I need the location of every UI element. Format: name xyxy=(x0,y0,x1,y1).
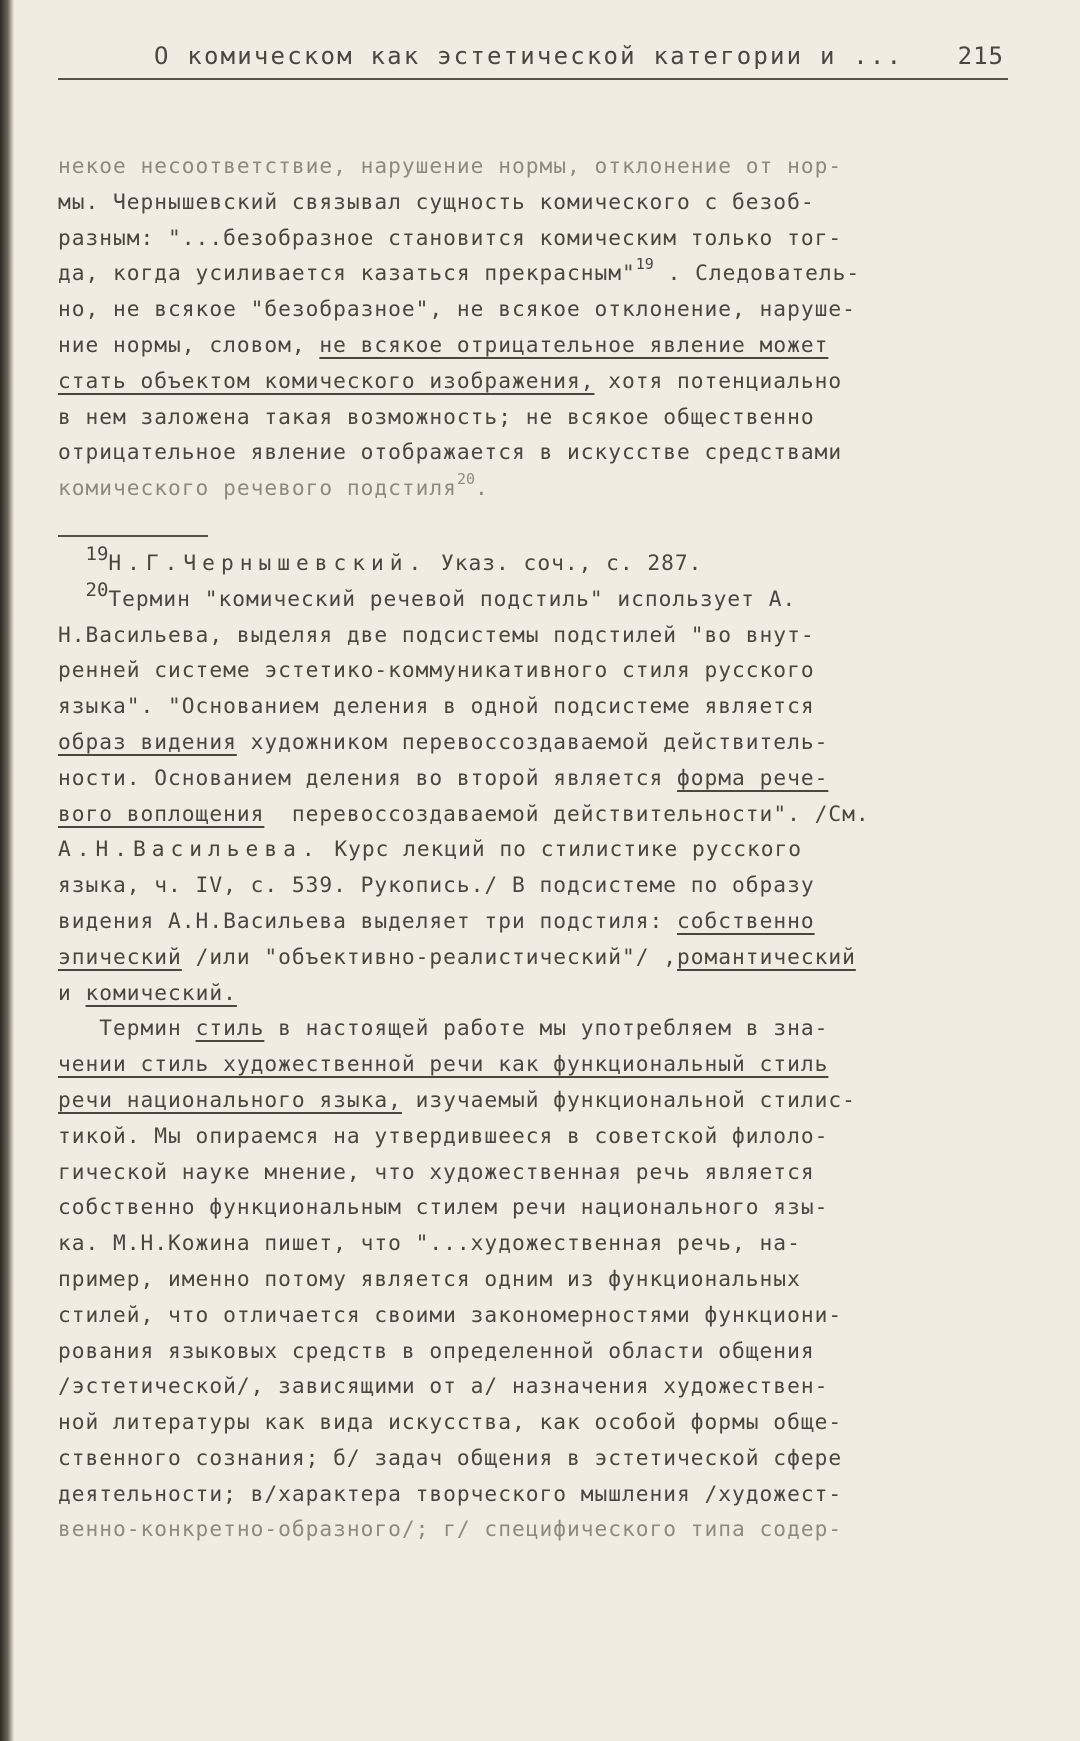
text-span: хотя потенциально xyxy=(594,367,843,393)
text-line xyxy=(58,363,1008,399)
text-line: ственного сознания; б/ задач общения в эстетической сфере xyxy=(58,1444,843,1470)
underlined-phrase: форма рече- xyxy=(677,764,829,790)
underlined-phrase: собственно xyxy=(677,907,815,933)
text-line: отрицательное явление отображается в искусстве средствами xyxy=(58,439,843,465)
underlined-phrase: не всякое отрицательное явление может xyxy=(319,331,829,357)
text-line: рования языковых средств в определенной области общения xyxy=(58,1337,815,1363)
text-span: . xyxy=(475,475,489,501)
text-span: Курс лекций по стилистике русского xyxy=(320,836,803,862)
book-page xyxy=(58,38,1008,1547)
text-line: но, не всякое "безобразное", не всякое отклонение, наруше- xyxy=(58,296,856,322)
text-line xyxy=(58,903,1008,939)
footnote-20-start xyxy=(58,578,1008,617)
text-line: некое несоответствие, нарушение нормы, отклонение от нор- xyxy=(58,153,843,178)
text-span: /или "объективно-реалистический"/ , xyxy=(181,943,678,969)
text-line: гической науке мнение, что художественная речь является xyxy=(58,1158,815,1184)
text-span: да, когда усиливается казаться прекрасным" xyxy=(58,260,636,286)
text-span: ности. Основанием деления во второй является xyxy=(58,764,678,790)
footnote-number: 19 xyxy=(85,542,109,565)
text-span: Термин xyxy=(58,1015,196,1041)
footnotes xyxy=(58,542,1008,1547)
text-line: разным: "...безобразное становится комическим только тог- xyxy=(58,224,843,250)
text-line: собственно функциональным стилем речи национального язы- xyxy=(58,1194,829,1220)
text-span: перевоссоздаваемой действительности". /См. xyxy=(264,800,870,826)
underlined-phrase: чении стиль художественной речи как функциональный стиль xyxy=(58,1051,829,1077)
text-span: видения А.Н.Васильева выделяет три подстиля: xyxy=(58,907,678,933)
footnote-19 xyxy=(58,542,1008,581)
text-line xyxy=(58,1082,1008,1118)
text-line: в нем заложена такая возможность; не всякое общественно xyxy=(58,403,815,429)
text-line: стилей, что отличается своими закономерностями функциони- xyxy=(58,1301,843,1327)
text-line xyxy=(58,327,1008,363)
text-line xyxy=(58,760,1008,796)
text-line: венно-конкретно-образного/; г/ специфического типа содер- xyxy=(58,1516,843,1542)
underlined-phrase: образ видения xyxy=(58,728,237,754)
underlined-phrase: стать объектом комического изображения, xyxy=(58,367,595,393)
text-span: Термин "комический речевой подстиль" использует А. xyxy=(108,585,797,611)
footnote-author: Н.Г.Чернышевский. xyxy=(108,549,428,575)
text-line: пример, именно потому является одним из функциональных xyxy=(58,1265,801,1291)
text-span: Указ. соч., с. 287. xyxy=(427,549,703,575)
text-line: деятельности; в/характера творческого мышления /художест- xyxy=(58,1480,843,1506)
book-spine-shadow xyxy=(0,0,14,1741)
text-line xyxy=(58,939,1008,975)
text-line xyxy=(58,1010,1008,1046)
text-span: изучаемый функциональной стилис- xyxy=(401,1086,856,1112)
text-line: ной литературы как вида искусства, как особой формы обще- xyxy=(58,1409,843,1435)
text-line: языка". "Основанием деления в одной подсистеме является xyxy=(58,693,815,719)
running-head xyxy=(58,38,1008,80)
text-line: ренней системе эстетико-коммуникативного стиля русского xyxy=(58,657,815,683)
footnote-ref-20[interactable]: 20 xyxy=(456,470,475,489)
text-line xyxy=(58,255,1008,291)
text-line xyxy=(58,470,1008,506)
underlined-phrase: речи национального языка, xyxy=(58,1086,402,1112)
text-line: языка, ч. IV, с. 539. Рукопись./ В подсистеме по образу xyxy=(58,872,815,898)
underlined-phrase: романтический xyxy=(677,943,856,969)
text-span: ние нормы, словом, xyxy=(58,331,320,357)
footnote-ref-19[interactable]: 19 xyxy=(635,255,654,274)
text-span: . Следователь- xyxy=(653,260,861,286)
text-span: и xyxy=(58,979,86,1005)
text-span: комического речевого подстиля xyxy=(58,475,457,501)
text-line: мы. Чернышевский связывал сущность комического с безоб- xyxy=(58,188,815,214)
text-line: Н.Васильева, выделяя две подсистемы подстилей "во внут- xyxy=(58,621,815,647)
underlined-phrase: комический. xyxy=(85,979,237,1005)
page-number: 215 xyxy=(957,42,1004,70)
text-line: тикой. Мы опираемся на утвердившееся в советской филоло- xyxy=(58,1122,829,1148)
underlined-phrase: вого воплощения xyxy=(58,800,265,826)
text-span: в настоящей работе мы употребляем в зна- xyxy=(264,1015,829,1041)
text-line xyxy=(58,831,1008,867)
text-line xyxy=(58,1046,1008,1082)
text-line xyxy=(58,796,1008,832)
footnote-number: 20 xyxy=(85,578,109,601)
text-line: /эстетической/, зависящими от а/ назначения художествен- xyxy=(58,1373,829,1399)
footnote-separator xyxy=(58,535,208,537)
underlined-phrase: стиль xyxy=(195,1015,265,1041)
author-name: А.Н.Васильева. xyxy=(58,836,321,862)
running-head-title: О комическом как эстетической категории и ... xyxy=(154,42,904,70)
text-line: ка. М.Н.Кожина пишет, что "...художественная речь, на- xyxy=(58,1230,801,1256)
text-span: художником перевоссоздаваемой действитель- xyxy=(236,728,829,754)
text-line xyxy=(58,975,1008,1011)
text-line xyxy=(58,724,1008,760)
underlined-phrase: эпический xyxy=(58,943,182,969)
main-paragraph xyxy=(58,148,1008,506)
